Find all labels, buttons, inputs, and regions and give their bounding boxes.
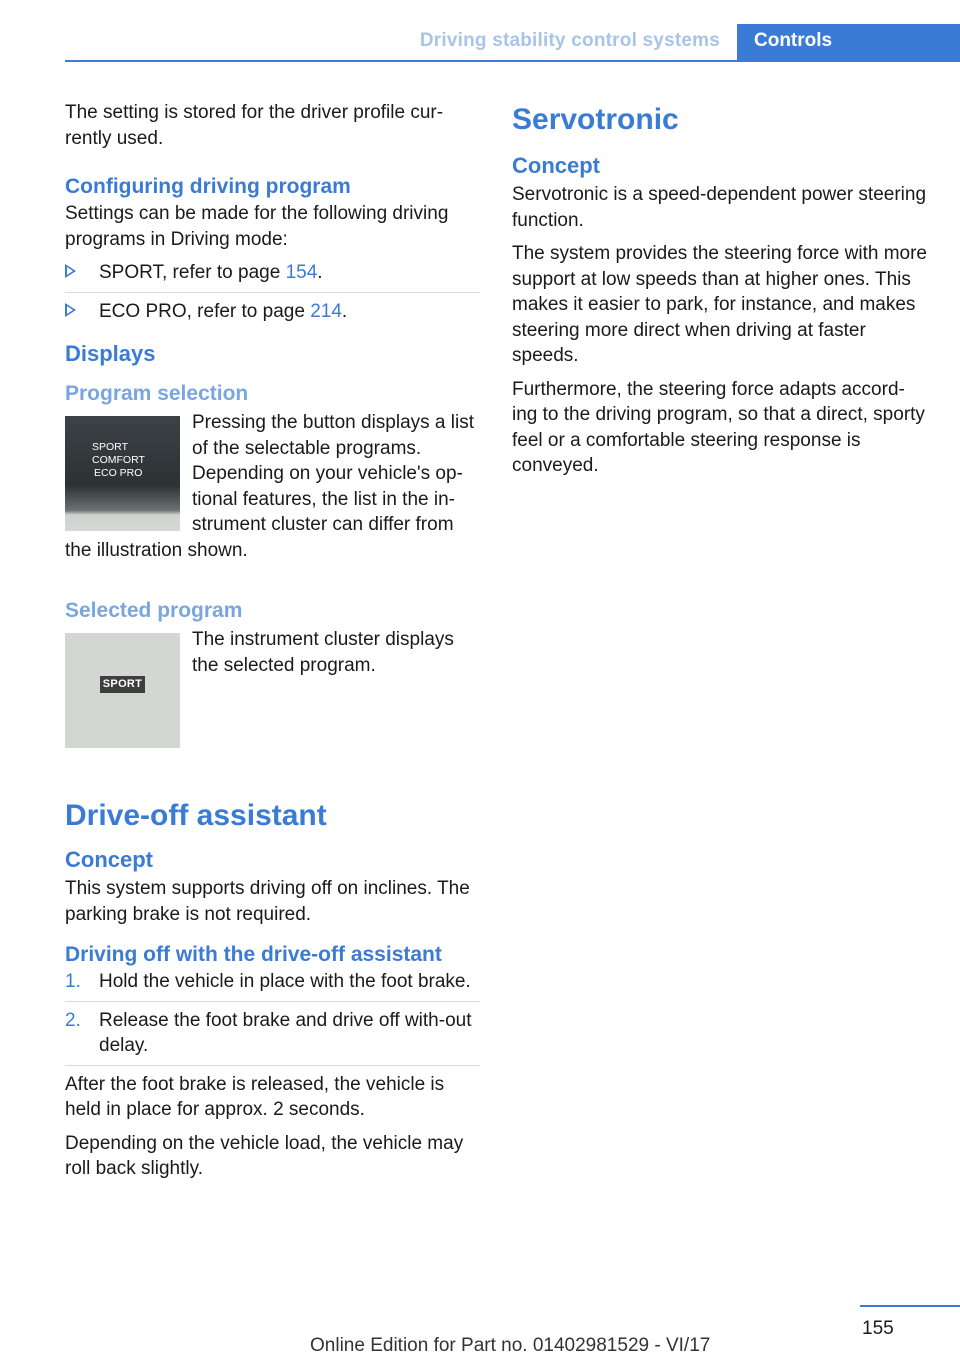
left-column [65,100,480,1190]
program-selection-text: Pressing the button displays a list of the selectable programs. Depending on your vehicle's op-tional features, the list in the in-strument cluster can differ from the illustration shown. [65,412,474,561]
step-number: 1. [65,971,81,992]
section-title: Driving stability control systems [419,30,720,51]
steps-list [65,969,480,1066]
program-selection-block [65,410,480,571]
servotronic-concept-text: Servotronic is a speed-dependent power steering function. [512,184,927,231]
after-release-text: After the foot brake is released, the vehicle is held in place for approx. 2 seconds. [65,1073,445,1120]
program-selection-heading: Program selection [65,382,249,405]
servotronic-concept-heading: Concept [512,153,600,178]
chapter-tab [737,24,960,62]
driveoff-concept-text: This system supports driving off on inclines. The parking brake is not required. [65,878,470,925]
servotronic-para-1: The system provides the steering force with more support at low speeds than at higher ones. This makes it easier to park, for instance, and makes steering more direct when driving at faster speeds. [512,243,928,366]
vehicle-load-text: Depending on the vehicle load, the vehicle may roll back slightly. [65,1132,464,1179]
program-selection-image [65,416,180,531]
page-number: 155 [862,1318,894,1339]
page-link[interactable]: 154 [285,262,318,283]
configuring-heading: Configuring driving program [65,175,351,198]
driving-off-heading: Driving off with the drive-off assistant [65,943,442,966]
list-item: 1. Hold the vehicle in place with the foot brake. [65,969,480,1002]
servotronic-heading: Servotronic [512,103,679,136]
program-list [65,260,480,330]
edition-text: Online Edition for Part no. 01402981529 - VI/17 [310,1335,711,1356]
selected-program-image [65,633,180,748]
configuring-text: Settings can be made for the following driving programs in Driving mode: [65,203,449,250]
list-item: 2. Release the foot brake and drive off with-out delay. [65,1008,480,1066]
chapter-title: Controls [754,30,833,51]
driveoff-heading: Drive-off assistant [65,799,327,832]
intro-text: The setting is stored for the driver profile cur-rently used. [65,102,444,149]
footer-rule [860,1305,960,1307]
header-rule [65,60,960,62]
page-header [0,0,960,64]
triangle-bullet-icon [65,303,76,317]
list-item: ECO PRO, refer to page 214. [65,299,480,331]
right-column [512,100,927,487]
step-number: 2. [65,1009,81,1031]
servotronic-para-2: Furthermore, the steering force adapts accord-ing to the driving program, so that a direct, sporty feel or a comfortable steering response is conveyed. [512,378,925,476]
triangle-bullet-icon [65,264,76,278]
displays-heading: Displays [65,341,156,366]
sport-tag: SPORT [100,676,145,693]
list-item: SPORT, refer to page 154. [65,260,480,293]
driveoff-concept-heading: Concept [65,847,153,872]
selected-program-heading: Selected program [65,599,243,622]
selected-program-text: The instrument cluster displays the selected program. [192,629,454,676]
selected-program-block [65,627,480,752]
program-options: SPORT COMFORT ECO PRO [92,441,145,479]
page-link[interactable]: 214 [310,300,342,322]
